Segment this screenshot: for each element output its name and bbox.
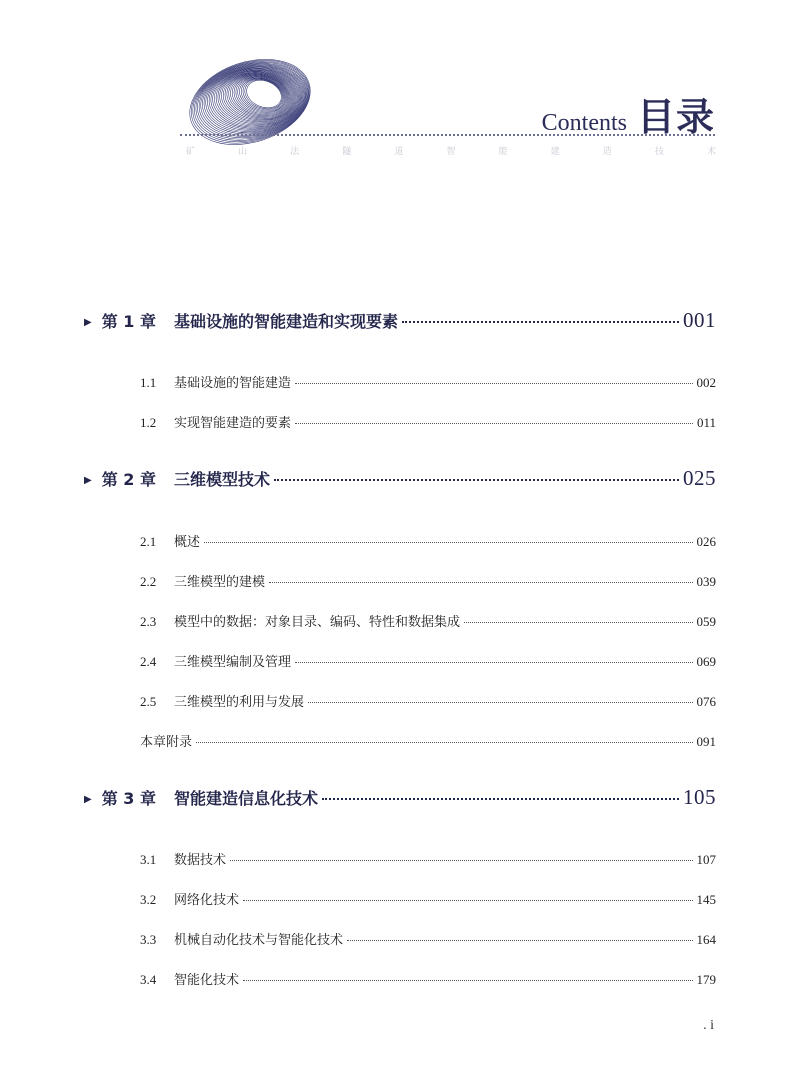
section-page: 026 bbox=[696, 534, 716, 549]
bullet-triangle-icon: ▶ bbox=[84, 794, 92, 805]
section-title: 概述 bbox=[174, 535, 201, 550]
section-title: 数据技术 bbox=[174, 853, 227, 868]
section-title: 本章附录 bbox=[140, 735, 193, 750]
page-number: . i bbox=[703, 1018, 714, 1033]
section-number: 2.3 bbox=[140, 614, 157, 629]
spiral-logo-icon bbox=[180, 50, 320, 145]
chapter-page: 025 bbox=[683, 466, 716, 490]
section-number: 3.3 bbox=[140, 932, 157, 947]
section-number: 3.1 bbox=[140, 852, 157, 867]
series-char: 智 bbox=[446, 147, 456, 157]
section-title: 实现智能建造的要素 bbox=[174, 416, 292, 431]
toc-section-1-1[interactable] bbox=[140, 372, 716, 391]
series-char: 能 bbox=[498, 147, 508, 157]
series-char: 术 bbox=[706, 147, 716, 157]
section-page: 069 bbox=[696, 654, 716, 669]
dot-leader bbox=[464, 613, 692, 626]
contents-title-en: Contents bbox=[541, 110, 627, 136]
series-char: 法 bbox=[290, 147, 300, 157]
series-char: 矿 bbox=[186, 147, 196, 157]
section-page: 059 bbox=[696, 614, 716, 629]
section-title: 基础设施的智能建造 bbox=[174, 376, 292, 391]
toc-section-2-1[interactable] bbox=[140, 531, 716, 550]
toc-section-2-4[interactable] bbox=[140, 651, 716, 670]
series-char: 山 bbox=[238, 147, 248, 157]
dot-leader bbox=[204, 533, 692, 546]
chapter-title: 智能建造信息化技术 bbox=[173, 789, 318, 808]
dot-leader bbox=[243, 971, 692, 984]
chapter-title: 三维模型技术 bbox=[173, 470, 270, 489]
contents-heading bbox=[542, 86, 715, 141]
toc-section-2-5[interactable] bbox=[140, 691, 716, 710]
dot-leader bbox=[196, 733, 692, 746]
section-title: 机械自动化技术与智能化技术 bbox=[174, 933, 344, 948]
series-char: 造 bbox=[602, 147, 612, 157]
section-title: 三维模型的建模 bbox=[174, 575, 266, 590]
dot-leader bbox=[230, 851, 692, 864]
contents-title-cn: 目录 bbox=[636, 95, 715, 139]
dot-leader bbox=[295, 414, 693, 427]
section-title: 三维模型编制及管理 bbox=[174, 655, 292, 670]
section-page: 076 bbox=[696, 694, 716, 709]
series-char: 技 bbox=[654, 147, 664, 157]
chapter-label: 第 3 章 bbox=[101, 789, 156, 808]
page-header bbox=[0, 0, 790, 180]
series-name bbox=[186, 144, 716, 157]
dot-leader bbox=[402, 311, 679, 327]
section-page: 179 bbox=[696, 972, 716, 987]
chapter-page: 001 bbox=[683, 308, 716, 332]
section-title: 模型中的数据：对象目录、编码、特性和数据集成 bbox=[174, 615, 461, 630]
section-number: 1.1 bbox=[140, 375, 157, 390]
dot-leader bbox=[308, 693, 692, 706]
section-number: 3.2 bbox=[140, 892, 157, 907]
section-page: 164 bbox=[696, 932, 716, 947]
toc-section-2-2[interactable] bbox=[140, 571, 716, 590]
section-number: 3.4 bbox=[140, 972, 157, 987]
dot-leader bbox=[347, 931, 692, 944]
section-page: 107 bbox=[696, 852, 716, 867]
toc-chapter-2[interactable] bbox=[84, 466, 716, 491]
dot-leader bbox=[295, 653, 692, 666]
toc-chapter-1[interactable] bbox=[84, 308, 716, 333]
toc-section-2-3[interactable] bbox=[140, 611, 716, 630]
toc-chapter-3[interactable] bbox=[84, 785, 716, 810]
dot-leader bbox=[274, 469, 679, 485]
toc-section-3-2[interactable] bbox=[140, 889, 716, 908]
toc-section-3-3[interactable] bbox=[140, 929, 716, 948]
dot-leader bbox=[322, 788, 679, 804]
chapter-page: 105 bbox=[683, 785, 716, 809]
section-page: 002 bbox=[696, 375, 716, 390]
section-number: 2.5 bbox=[140, 694, 157, 709]
section-page: 145 bbox=[696, 892, 716, 907]
toc-section-1-2[interactable] bbox=[140, 412, 716, 431]
section-page: 039 bbox=[696, 574, 716, 589]
section-title: 智能化技术 bbox=[174, 973, 240, 988]
series-char: 道 bbox=[394, 147, 404, 157]
toc-section-3-1[interactable] bbox=[140, 849, 716, 868]
toc-chapter-2-appendix[interactable] bbox=[140, 731, 716, 750]
series-char: 建 bbox=[550, 147, 560, 157]
section-number: 2.1 bbox=[140, 534, 157, 549]
header-divider bbox=[180, 134, 715, 136]
dot-leader bbox=[243, 891, 692, 904]
section-number: 2.4 bbox=[140, 654, 157, 669]
section-page: 011 bbox=[696, 415, 716, 430]
section-page: 091 bbox=[696, 734, 716, 749]
section-number: 2.2 bbox=[140, 574, 157, 589]
series-char: 隧 bbox=[342, 147, 352, 157]
toc-section-3-4[interactable] bbox=[140, 969, 716, 988]
dot-leader bbox=[269, 573, 692, 586]
chapter-label: 第 1 章 bbox=[101, 312, 156, 331]
chapter-title: 基础设施的智能建造和实现要素 bbox=[173, 312, 398, 331]
dot-leader bbox=[295, 374, 692, 387]
section-title: 三维模型的利用与发展 bbox=[174, 695, 305, 710]
section-title: 网络化技术 bbox=[174, 893, 240, 908]
chapter-label: 第 2 章 bbox=[101, 470, 156, 489]
section-number: 1.2 bbox=[140, 415, 157, 430]
bullet-triangle-icon: ▶ bbox=[84, 475, 92, 486]
bullet-triangle-icon: ▶ bbox=[84, 317, 92, 328]
